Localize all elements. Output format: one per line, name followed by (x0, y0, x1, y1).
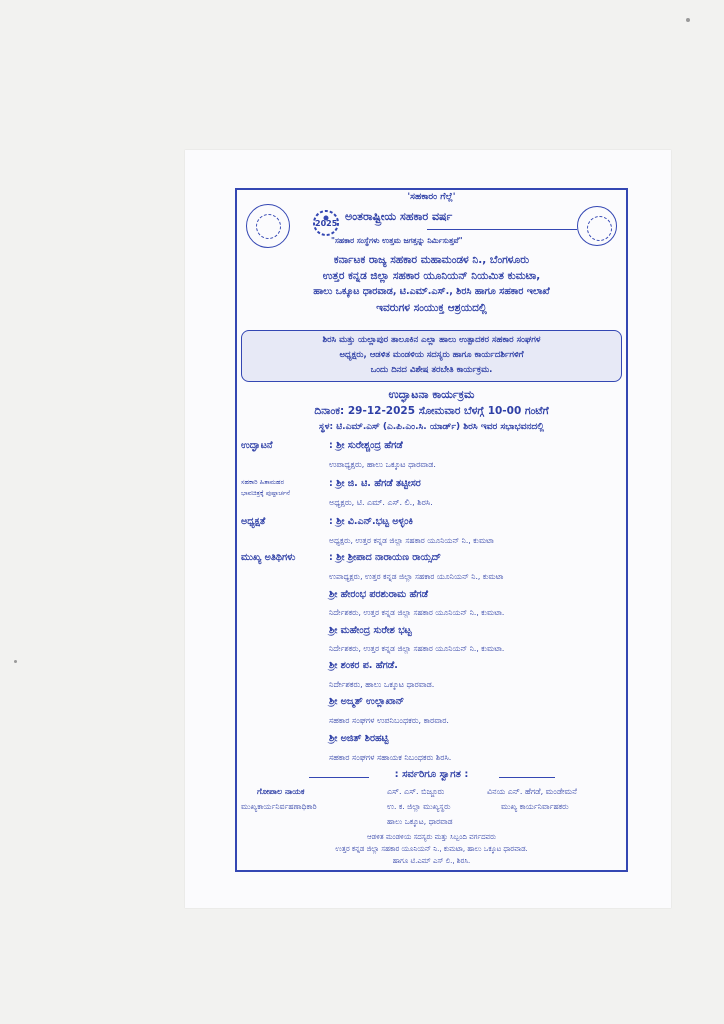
motto: 'ಸಹಕಾರಂ ಗೆಲ್ಲೆ' (407, 192, 456, 202)
person-designation: ಉಪಾಧ್ಯಕ್ಷರು, ಉತ್ತರ ಕನ್ನಡ ಜಿಲ್ಲಾ ಸಹಕಾರ ಯೂನಿಯನ್ ನಿ., ಕುಮಟಾ (329, 572, 504, 581)
welcome-text: : ಸರ್ವರಿಗೂ ಸ್ವಾಗತ : (394, 769, 469, 780)
hosts-line: ಉತ್ತರ ಕನ್ನಡ ಜಿಲ್ಲಾ ಸಹಕಾರ ಯೂನಿಯನ್ ನಿ., ಕುಮಟಾ, ಹಾಲು ಒಕ್ಕೂಟ ಧಾರವಾಡ. (335, 845, 528, 853)
programme-line-3: ಒಂದು ದಿನದ ವಿಶೇಷ ತರಬೇತಿ ಕಾರ್ಯಕ್ರಮ. (370, 365, 493, 375)
organiser-line-3: ಹಾಲು ಒಕ್ಕೂಟ ಧಾರವಾಡ, ಟಿ.ಎಮ್.ಎಸ್., ಶಿರಸಿ ಹಾಗೂ ಸಹಕಾರ ಇಲಾಖೆ (313, 286, 550, 297)
hosts-line: ಹಾಗೂ ಟಿ.ಎಮ್ ಎಸ್ ಲಿ., ಶಿರಸಿ. (392, 857, 471, 865)
host-organisation: ಹಾಲು ಒಕ್ಕೂಟ, ಧಾರವಾಡ (387, 817, 453, 826)
person-designation: ಉಪಾಧ್ಯಕ್ಷರು, ಹಾಲು ಒಕ್ಕೂಟ ಧಾರವಾಡ. (329, 460, 436, 469)
organiser-line-2: ಉತ್ತರ ಕನ್ನಡ ಜಿಲ್ಲಾ ಸಹಕಾರ ಯೂನಿಯನ್ ನಿಯಮಿತ ಕುಮಟಾ, (322, 270, 541, 282)
host-designation: ಉ. ಕ. ಜಿಲ್ಲಾ ಮುಖ್ಯಸ್ಥರು (387, 802, 451, 811)
person-name: : ಶ್ರೀ ಶ್ರೀಪಾದ ನಾರಾಯಣ ರಾಯ್ಸದ್ (329, 552, 441, 563)
role-president: ಅಧ್ಯಕ್ಷತೆ (241, 516, 266, 527)
host-name: ಎಸ್. ಎಸ್. ಬಿಜ್ಜೂರು (387, 787, 445, 796)
person-designation: ನಿರ್ದೇಶಕರು, ಉತ್ತರ ಕನ್ನಡ ಜಿಲ್ಲಾ ಸಹಕಾರ ಯೂನಿಯನ್ ನಿ., ಕುಮಟಾ. (329, 644, 505, 653)
year-title: ಅಂತರಾಷ್ಟ್ರೀಯ ಸಹಕಾರ ವರ್ಷ (345, 210, 453, 223)
programme-box (241, 330, 622, 382)
host-designation: ಮುಖ್ಯ ಕಾರ್ಯನಿರ್ವಾಹಕರು (501, 802, 569, 811)
person-designation: ಅಧ್ಯಕ್ಷರು, ಟಿ. ಎಮ್. ಎಸ್. ಲಿ., ಶಿರಸಿ. (329, 498, 433, 507)
international-year-of-cooperatives-logo (311, 208, 339, 236)
role-inauguration: ಉದ್ಘಾಟನೆ (241, 440, 273, 451)
event-venue: ಸ್ಥಳ: ಟಿ.ಎಮ್.ಎಸ್ (ಎ.ಪಿ.ಎಂ.ಸಿ. ಯಾರ್ಡ್) ಶಿರಸಿ ಇವರ ಸಭಾಭವನದಲ್ಲಿ (318, 422, 545, 432)
organiser-line-1: ಕರ್ನಾಟಕ ರಾಜ್ಯ ಸಹಕಾರ ಮಹಾಮಂಡಳ ನಿ., ಬೆಂಗಳೂರು (333, 254, 530, 266)
person-name: ಶ್ರೀ ಅಜ್ಮತ್ ಉಲ್ಲಾಖಾನ್ (329, 696, 405, 707)
person-designation: ನಿರ್ದೇಶಕರು, ಉತ್ತರ ಕನ್ನಡ ಜಿಲ್ಲಾ ಸಹಕಾರ ಯೂನಿಯನ್ ನಿ., ಕುಮಟಾ. (329, 608, 505, 617)
logo-year: 2025 (315, 219, 338, 228)
organiser-line-4: ಇವರುಗಳ ಸಂಯುಕ್ತ ಆಶ್ರಯದಲ್ಲಿ (376, 302, 487, 314)
role-lamp-line-1: ಸಹಕಾರಿ ಹಿತಾಮಹರ (241, 478, 285, 486)
host-name: ವಿನಯ ಎನ್. ಹೆಗಡೆ, ಮಂಡೇಮನೆ (487, 787, 577, 796)
person-designation: ಸಹಕಾರ ಸಂಘಗಳ ಉಪನಿಬಂಧಕರು, ಕಾರವಾರ. (329, 716, 449, 725)
cooperative-union-seal-icon (246, 204, 290, 248)
person-name: : ಶ್ರೀ ಸುರೇಶ್ಚಂದ್ರ ಹೆಗಡೆ (329, 440, 403, 451)
event-heading: ಉದ್ಘಾಟನಾ ಕಾರ್ಯಕ್ರಮ (388, 388, 475, 401)
person-name: ಶ್ರೀ ಶಂಕರ ಪ. ಹೆಗಡೆ. (329, 660, 398, 671)
government-emblem-seal-icon (577, 206, 617, 246)
scan-speck (686, 18, 690, 22)
event-date: ದಿನಾಂಕ: 29-12-2025 ಸೋಮವಾರ ಬೆಳಗ್ಗೆ 10-00 ಗಂಟೆಗೆ (314, 405, 549, 417)
person-name: : ಶ್ರೀ ಜಿ. ಟಿ. ಹೆಗಡೆ ತಟ್ಟೀಸರ (329, 478, 421, 489)
role-lamp-line-2: ಭಾವಚಿತ್ರಕ್ಕೆ ಪುಷ್ಪಾರ್ಚನೆ (241, 489, 291, 497)
invitation-sheet (185, 150, 671, 908)
person-designation: ಅಧ್ಯಕ್ಷರು, ಉತ್ತರ ಕನ್ನಡ ಜಿಲ್ಲಾ ಸಹಕಾರ ಯೂನಿಯನ್ ನಿ., ಕುಮಟಾ (329, 536, 494, 545)
programme-line-2: ಅಧ್ಯಕ್ಷರು, ಆಡಳಿತ ಮಂಡಳಿಯ ಸದಸ್ಯರು ಹಾಗೂ ಕಾರ್ಯದರ್ಶಿಗಳಿಗೆ (339, 350, 524, 360)
host-designation: ಮುಖ್ಯಕಾರ್ಯನಿರ್ವಹಣಾಧಿಕಾರಿ (241, 802, 317, 811)
scan-speck (14, 660, 17, 663)
welcome-rule-right (499, 777, 555, 778)
person-name: ಶ್ರೀ ಅಜಿತ್ ಶಿರಹಟ್ಟಿ (329, 733, 389, 744)
person-name: ಶ್ರೀ ಹೇರಂಭ ಪರಶುರಾಮ ಹೆಗಡೆ (329, 589, 428, 600)
title-rule (427, 229, 577, 230)
tagline: "ಸಹಕಾರ ಸಂಸ್ಥೆಗಳು ಉತ್ತಮ ಜಗತ್ತನ್ನು ನಿರ್ಮಿಸುತ್ತವೆ" (331, 236, 463, 245)
person-designation: ಸಹಕಾರ ಸಂಘಗಳ ಸಹಾಯಕ ನಿಬಂಧಕರು ಶಿರಸಿ. (329, 753, 452, 762)
invitation-border (235, 188, 628, 872)
person-name: : ಶ್ರೀ ವಿ.ಎನ್.ಭಟ್ಟ ಅಳ್ಳಂಕಿ (329, 516, 413, 527)
person-name: ಶ್ರೀ ಮಹೇಂದ್ರ ಸುರೇಶ ಭಟ್ಟ (329, 625, 412, 636)
role-chief-guests: ಮುಖ್ಯ ಅತಿಥಿಗಳು (241, 552, 296, 563)
programme-line-1: ಶಿರಸಿ ಮತ್ತು ಯಲ್ಲಾಪುರ ತಾಲೂಕಿನ ಎಲ್ಲಾ ಹಾಲು ಉತ್ಪಾದಕರ ಸಹಕಾರ ಸಂಘಗಳ (322, 335, 541, 345)
host-name: ಗೋಪಾಲ ನಾಯಕ (257, 787, 305, 796)
person-designation: ನಿರ್ದೇಶಕರು, ಹಾಲು ಒಕ್ಕೂಟ ಧಾರವಾಡ. (329, 680, 435, 689)
hosts-line: ಆಡಳಿತ ಮಂಡಳಿಯ ಸದಸ್ಯರು ಮತ್ತು ಸಿಬ್ಬಂದಿ ವರ್ಗದವರು (366, 833, 497, 841)
